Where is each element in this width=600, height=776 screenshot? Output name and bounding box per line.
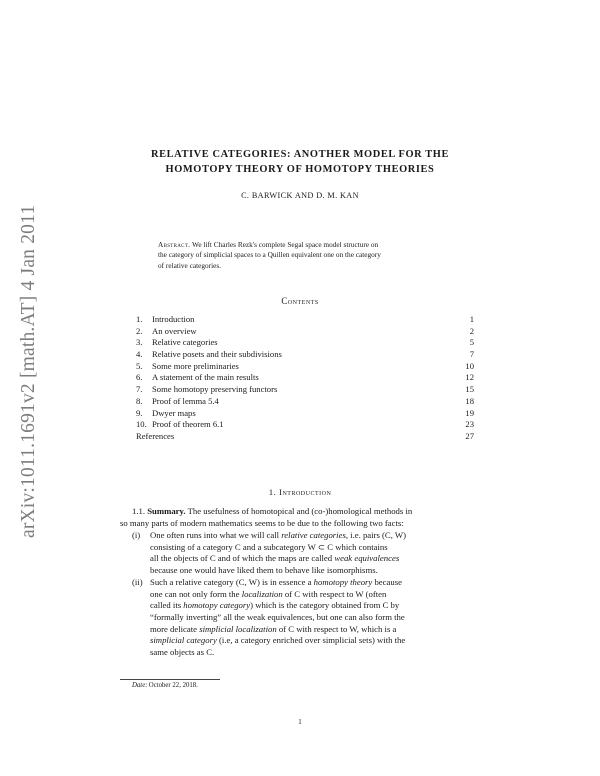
list-item [120,577,480,659]
item2-text: because [372,576,402,587]
toc-entry-page: 23 [465,419,474,430]
toc-entry-title: Introduction [152,314,195,324]
toc-entry-number: 5. [136,360,143,371]
item1-line-1 [150,530,480,542]
toc-entry-title: Some more preliminaries [152,360,239,371]
toc-entry-title: Proof of lemma 5.4 [152,395,219,406]
summary-title: Summary. [147,506,186,516]
toc-entry[interactable] [136,361,474,373]
date-footnote [132,682,198,689]
item2-line-1 [150,577,480,589]
list-item-label: (i) [132,530,141,540]
toc-entry-number: 7. [136,384,143,395]
item2-text: one can not only form the [150,588,242,599]
toc-entry-title: Proof of theorem 6.1 [152,419,224,430]
page-number: 1 [298,717,302,726]
table-of-contents [136,314,474,443]
toc-entry-number: 10. [136,419,147,430]
abstract-label: Abstract. [158,240,191,249]
toc-entry-page: 10 [465,360,474,371]
toc-entry-page: 1 [469,314,474,324]
item2-line-2 [150,589,480,601]
item1-line-4: because one would have liked them to behave like isomorphisms. [150,565,378,576]
toc-entry-title: An overview [152,325,197,336]
paper-title [100,147,500,177]
item2-line-6 [150,635,480,647]
section-heading: 1. Introduction [268,487,332,497]
toc-entry[interactable] [136,326,474,338]
list-item-label: (ii) [132,576,143,587]
toc-entry[interactable] [136,349,474,361]
facts-list [120,530,480,659]
item2-line-3 [150,600,480,612]
contents-heading: Contents [281,296,319,306]
footnote-label: Date [132,682,146,689]
summary-number: 1.1. [132,506,146,516]
title-line-1: RELATIVE CATEGORIES: ANOTHER MODEL FOR THE [150,149,449,160]
item2-line-5 [150,624,480,636]
toc-entry[interactable] [136,396,474,408]
summary-line-2: so many parts of modern mathematics seems to be due to the following two facts: [120,517,404,528]
summary-text-1: The usefulness of homotopical and (co-)homological methods in [187,506,413,516]
item1-line-3 [150,553,480,565]
title-line-2: HOMOTOPY THEORY OF HOMOTOPY THEORIES [165,164,435,175]
authors: C. BARWICK AND D. M. KAN [241,191,359,200]
toc-entry-number: 4. [136,349,143,360]
toc-entry-number: 9. [136,407,143,418]
item1-text: One often runs into what we will call [150,530,282,540]
term-relative-categories: relative categories [281,530,346,540]
toc-entry[interactable] [136,372,474,384]
summary-paragraph [120,506,480,529]
toc-entry-page: 15 [465,384,474,395]
toc-entry-title: References [136,430,175,441]
term-simplicial-localization: simplicial localization [199,623,277,634]
term-weak-equivalences: weak equivalences [334,553,400,564]
item2-text: of C with respect to W (often [282,588,387,599]
abstract-text-1: We lift Charles Rezk's complete Segal space model structure on [192,240,379,249]
item2-line-7: same objects as C. [150,647,215,658]
term-homotopy-category: homotopy category [183,600,251,611]
item2-line-4: “formally inverting” all the weak equivalences, but one can also form the [150,611,405,622]
arxiv-identifier-stamp: arXiv:1011.1691v2 [math.AT] 4 Jan 2011 [18,204,39,538]
footnote-divider [120,679,220,680]
toc-entry-title: Relative categories [152,337,218,348]
toc-entry-title: Some homotopy preserving functors [152,384,278,395]
toc-entry[interactable] [136,337,474,349]
footnote-text: : October 22, 2018. [145,682,198,689]
item2-text: more delicate [150,623,200,634]
toc-entry-page: 2 [469,325,474,336]
abstract-line-1 [158,240,378,249]
item1-text: , i.e. pairs (C, W) [345,530,406,540]
item2-text: of C with respect to W, which is a [276,623,397,634]
toc-entry[interactable] [136,384,474,396]
toc-entry-title: Relative posets and their subdivisions [152,349,282,360]
abstract-line-3: of relative categories. [158,260,222,270]
item2-text: Such a relative category (C, W) is in essence a [150,576,314,587]
toc-entry-page: 12 [465,372,474,383]
toc-entry[interactable] [136,314,474,326]
toc-entry-number: 8. [136,395,143,406]
term-simplicial-category: simplicial category [150,635,217,646]
toc-entry-title: A statement of the main results [152,372,259,383]
toc-entry-page: 18 [465,395,474,406]
toc-entry-page: 27 [465,430,474,441]
toc-entry[interactable] [136,419,474,431]
toc-entry-page: 19 [465,407,474,418]
toc-entry-number: 3. [136,337,143,348]
toc-entry[interactable] [136,408,474,420]
toc-entry-page: 7 [469,349,474,360]
term-homotopy-theory: homotopy theory [313,576,373,587]
abstract [158,240,458,271]
toc-entry-number: 6. [136,372,143,383]
list-item [120,530,480,577]
toc-entry-number: 1. [136,314,143,324]
item2-text: (i.e, a category enriched over simplicial sets) with the [216,635,406,646]
toc-entry-title: Dwyer maps [152,407,196,418]
toc-entry-page: 5 [469,337,474,348]
toc-entry-number: 2. [136,325,143,336]
abstract-line-2: the category of simplicial spaces to a Quillen equivalent one on the category [158,250,381,260]
item1-text: all the objects of C and of which the maps are called [150,553,335,564]
toc-entry-references[interactable] [136,431,474,443]
item2-text: ) which is the category obtained from C by [250,600,400,611]
term-localization: localization [241,588,283,599]
item2-text: called its [150,600,184,611]
summary-line-1 [120,506,480,518]
item1-line-2: consisting of a category C and a subcategory W ⊂ C which contains [150,541,388,552]
